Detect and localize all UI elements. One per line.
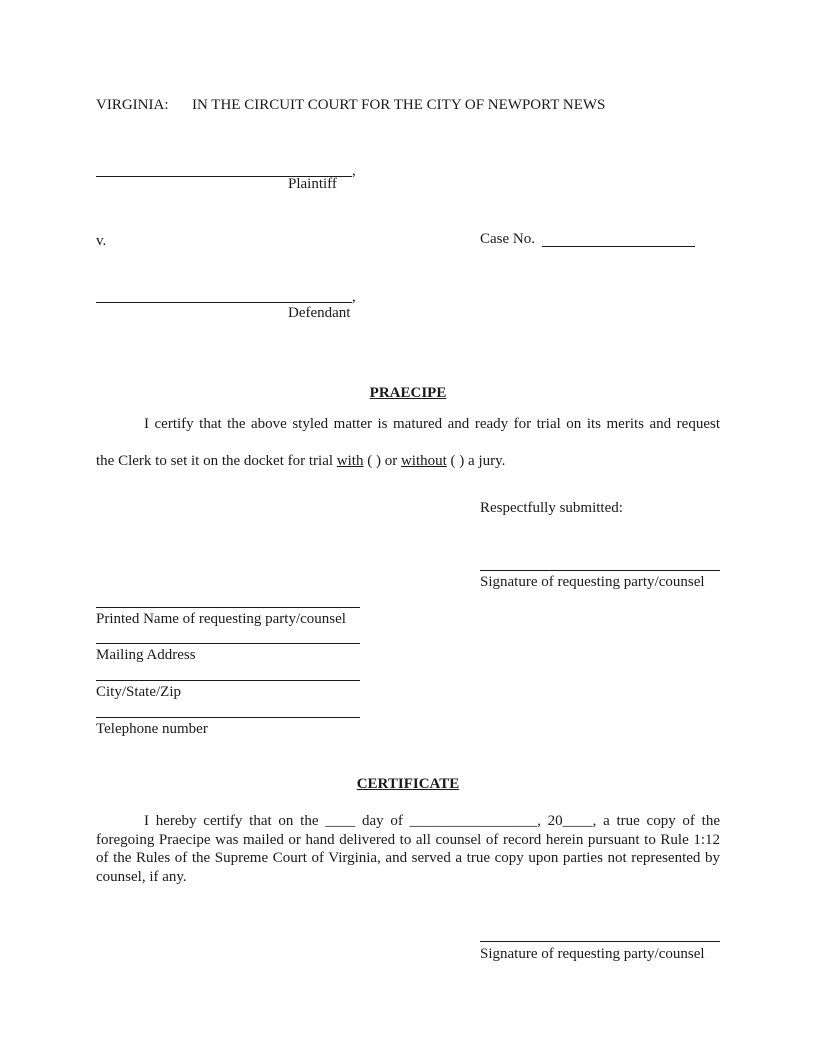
certificate-signature-line[interactable]: [480, 941, 720, 942]
court-title: IN THE CIRCUIT COURT FOR THE CITY OF NEWPORT NEWS: [192, 97, 606, 113]
certificate-body: I hereby certify that on the ____ day of _________________, 20____, a true copy of the foregoing Praecipe was mailed or hand delivered to all counsel of record herein pursuant to Rule 1:12 of the Rules of the Supreme Court of Virginia, and served a true copy upon parties not represented by counsel, if any.: [96, 813, 720, 885]
certificate-title: CERTIFICATE: [356, 776, 460, 792]
case-no-line[interactable]: [542, 246, 695, 247]
praecipe-line-2-start: the Clerk to set it on the docket for trial: [96, 453, 337, 469]
telephone-label: Telephone number: [96, 721, 208, 737]
mailing-address-label: Mailing Address: [96, 647, 196, 663]
without-jury-option: without: [400, 453, 447, 469]
praecipe-title: PRAECIPE: [369, 385, 447, 401]
plaintiff-comma: ,: [352, 163, 356, 179]
printed-name-label: Printed Name of requesting party/counsel: [96, 611, 346, 627]
case-no-label: Case No.: [480, 231, 535, 247]
certificate-signature-label: Signature of requesting party/counsel: [480, 946, 705, 962]
respectfully-submitted: Respectfully submitted:: [480, 500, 623, 516]
defendant-name-line[interactable]: [96, 302, 352, 303]
with-jury-checkbox[interactable]: ( ) or: [363, 453, 401, 469]
signature-label: Signature of requesting party/counsel: [480, 574, 705, 590]
signature-line[interactable]: [480, 570, 720, 571]
city-state-zip-line[interactable]: [96, 680, 360, 681]
praecipe-line-2: [96, 452, 505, 470]
defendant-comma: ,: [352, 289, 356, 305]
plaintiff-label: Plaintiff: [288, 176, 337, 192]
praecipe-line-1: I certify that the above styled matter is matured and ready for trial on its merits and request: [144, 416, 720, 432]
without-jury-checkbox[interactable]: ( ) a jury.: [446, 453, 506, 469]
printed-name-line[interactable]: [96, 607, 360, 608]
defendant-label: Defendant: [288, 305, 351, 321]
versus-label: v.: [96, 233, 107, 249]
with-jury-option: with: [336, 453, 364, 469]
telephone-line[interactable]: [96, 717, 360, 718]
city-state-zip-label: City/State/Zip: [96, 684, 181, 700]
mailing-address-line[interactable]: [96, 643, 360, 644]
state-label: VIRGINIA:: [96, 97, 169, 113]
